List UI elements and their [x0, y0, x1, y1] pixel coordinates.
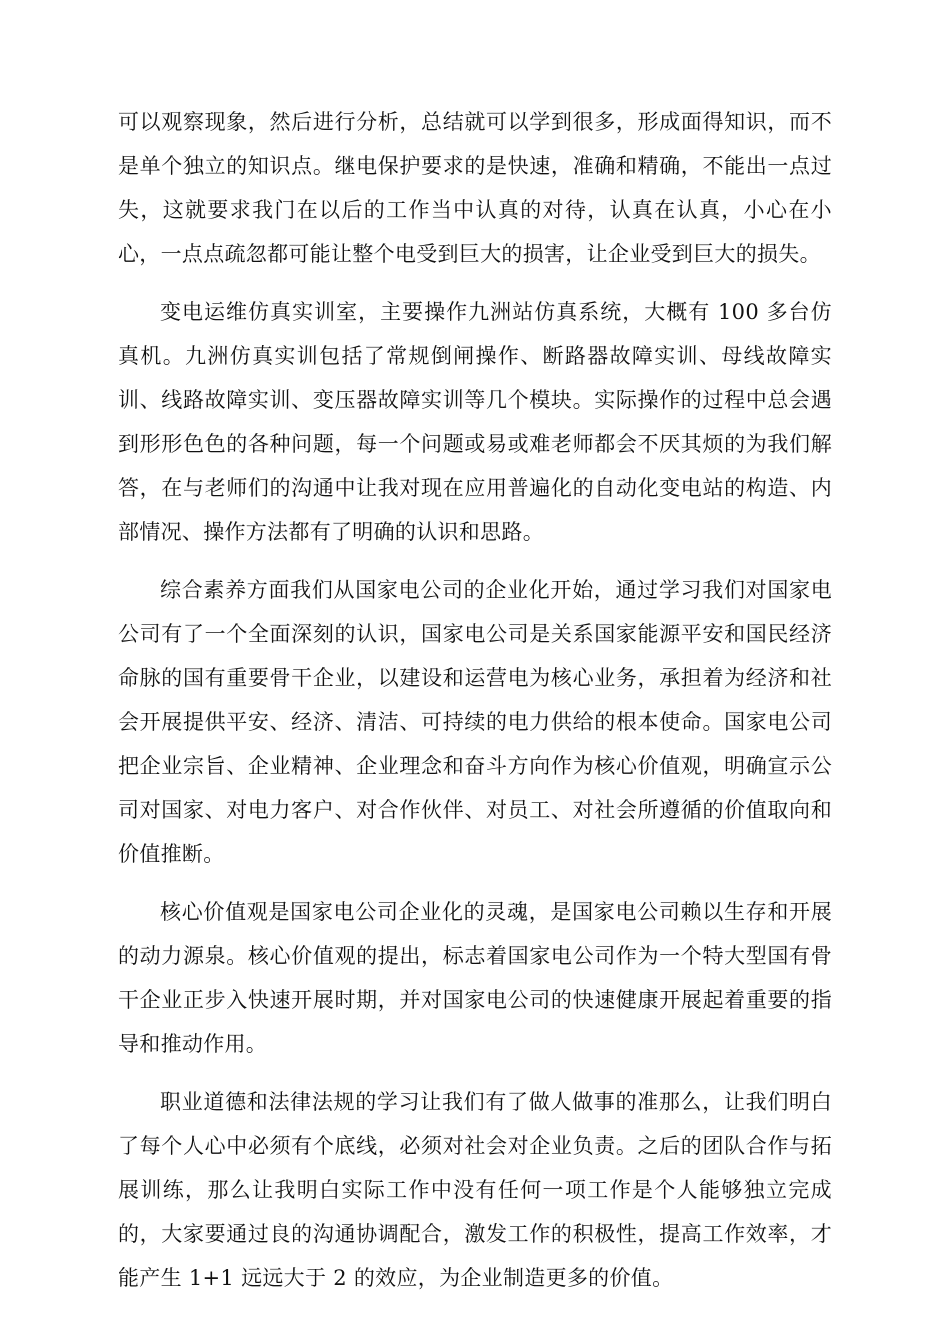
paragraph-2: 变电运维仿真实训室，主要操作九洲站仿真系统，大概有 100 多台仿真机。九洲仿真实训包括了常规倒闸操作、断路器故障实训、母线故障实训、线路故障实训、变压器故障实训等几个模块。实际操作的过程中总会遇到形形色色的各种问题，每一个问题或易或难老师都会不厌其烦的为我们解答，在与老师们的沟通中让我对现在应用普遍化的自动化变电站的构造、内部情况、操作方法都有了明确的认识和思路。 [118, 300, 832, 544]
paragraph-4: 核心价值观是国家电公司企业化的灵魂，是国家电公司赖以生存和开展的动力源泉。核心价值观的提出，标志着国家电公司作为一个特大型国有骨干企业正步入快速开展时期，并对国家电公司的快速健康开展起着重要的指导和推动作用。 [118, 900, 832, 1056]
paragraph-1: 可以观察现象，然后进行分析，总结就可以学到很多，形成面得知识，而不是单个独立的知识点。继电保护要求的是快速，准确和精确，不能出一点过失，这就要求我门在以后的工作当中认真的对待，认真在认真，小心在小心，一点点疏忽都可能让整个电受到巨大的损害，让企业受到巨大的损失。 [118, 110, 832, 266]
paragraph-3: 综合素养方面我们从国家电公司的企业化开始，通过学习我们对国家电公司有了一个全面深刻的认识，国家电公司是关系国家能源平安和国民经济命脉的国有重要骨干企业，以建设和运营电为核心业务，承担着为经济和社会开展提供平安、经济、清洁、可持续的电力供给的根本使命。国家电公司把企业宗旨、企业精神、企业理念和奋斗方向作为核心价值观，明确宣示公司对国家、对电力客户、对合作伙伴、对员工、对社会所遵循的价值取向和价值推断。 [118, 578, 832, 866]
paragraph-5: 职业道德和法律法规的学习让我们有了做人做事的准那么，让我们明白了每个人心中必须有个底线，必须对社会对企业负责。之后的团队合作与拓展训练，那么让我明白实际工作中没有任何一项工作是个人能够独立完成的，大家要通过良的沟通协调配合，激发工作的积极性，提高工作效率，才能产生 1+1 远远大于 2 的效应，为企业制造更多的价值。 [118, 1090, 832, 1290]
document-page [118, 100, 832, 1314]
